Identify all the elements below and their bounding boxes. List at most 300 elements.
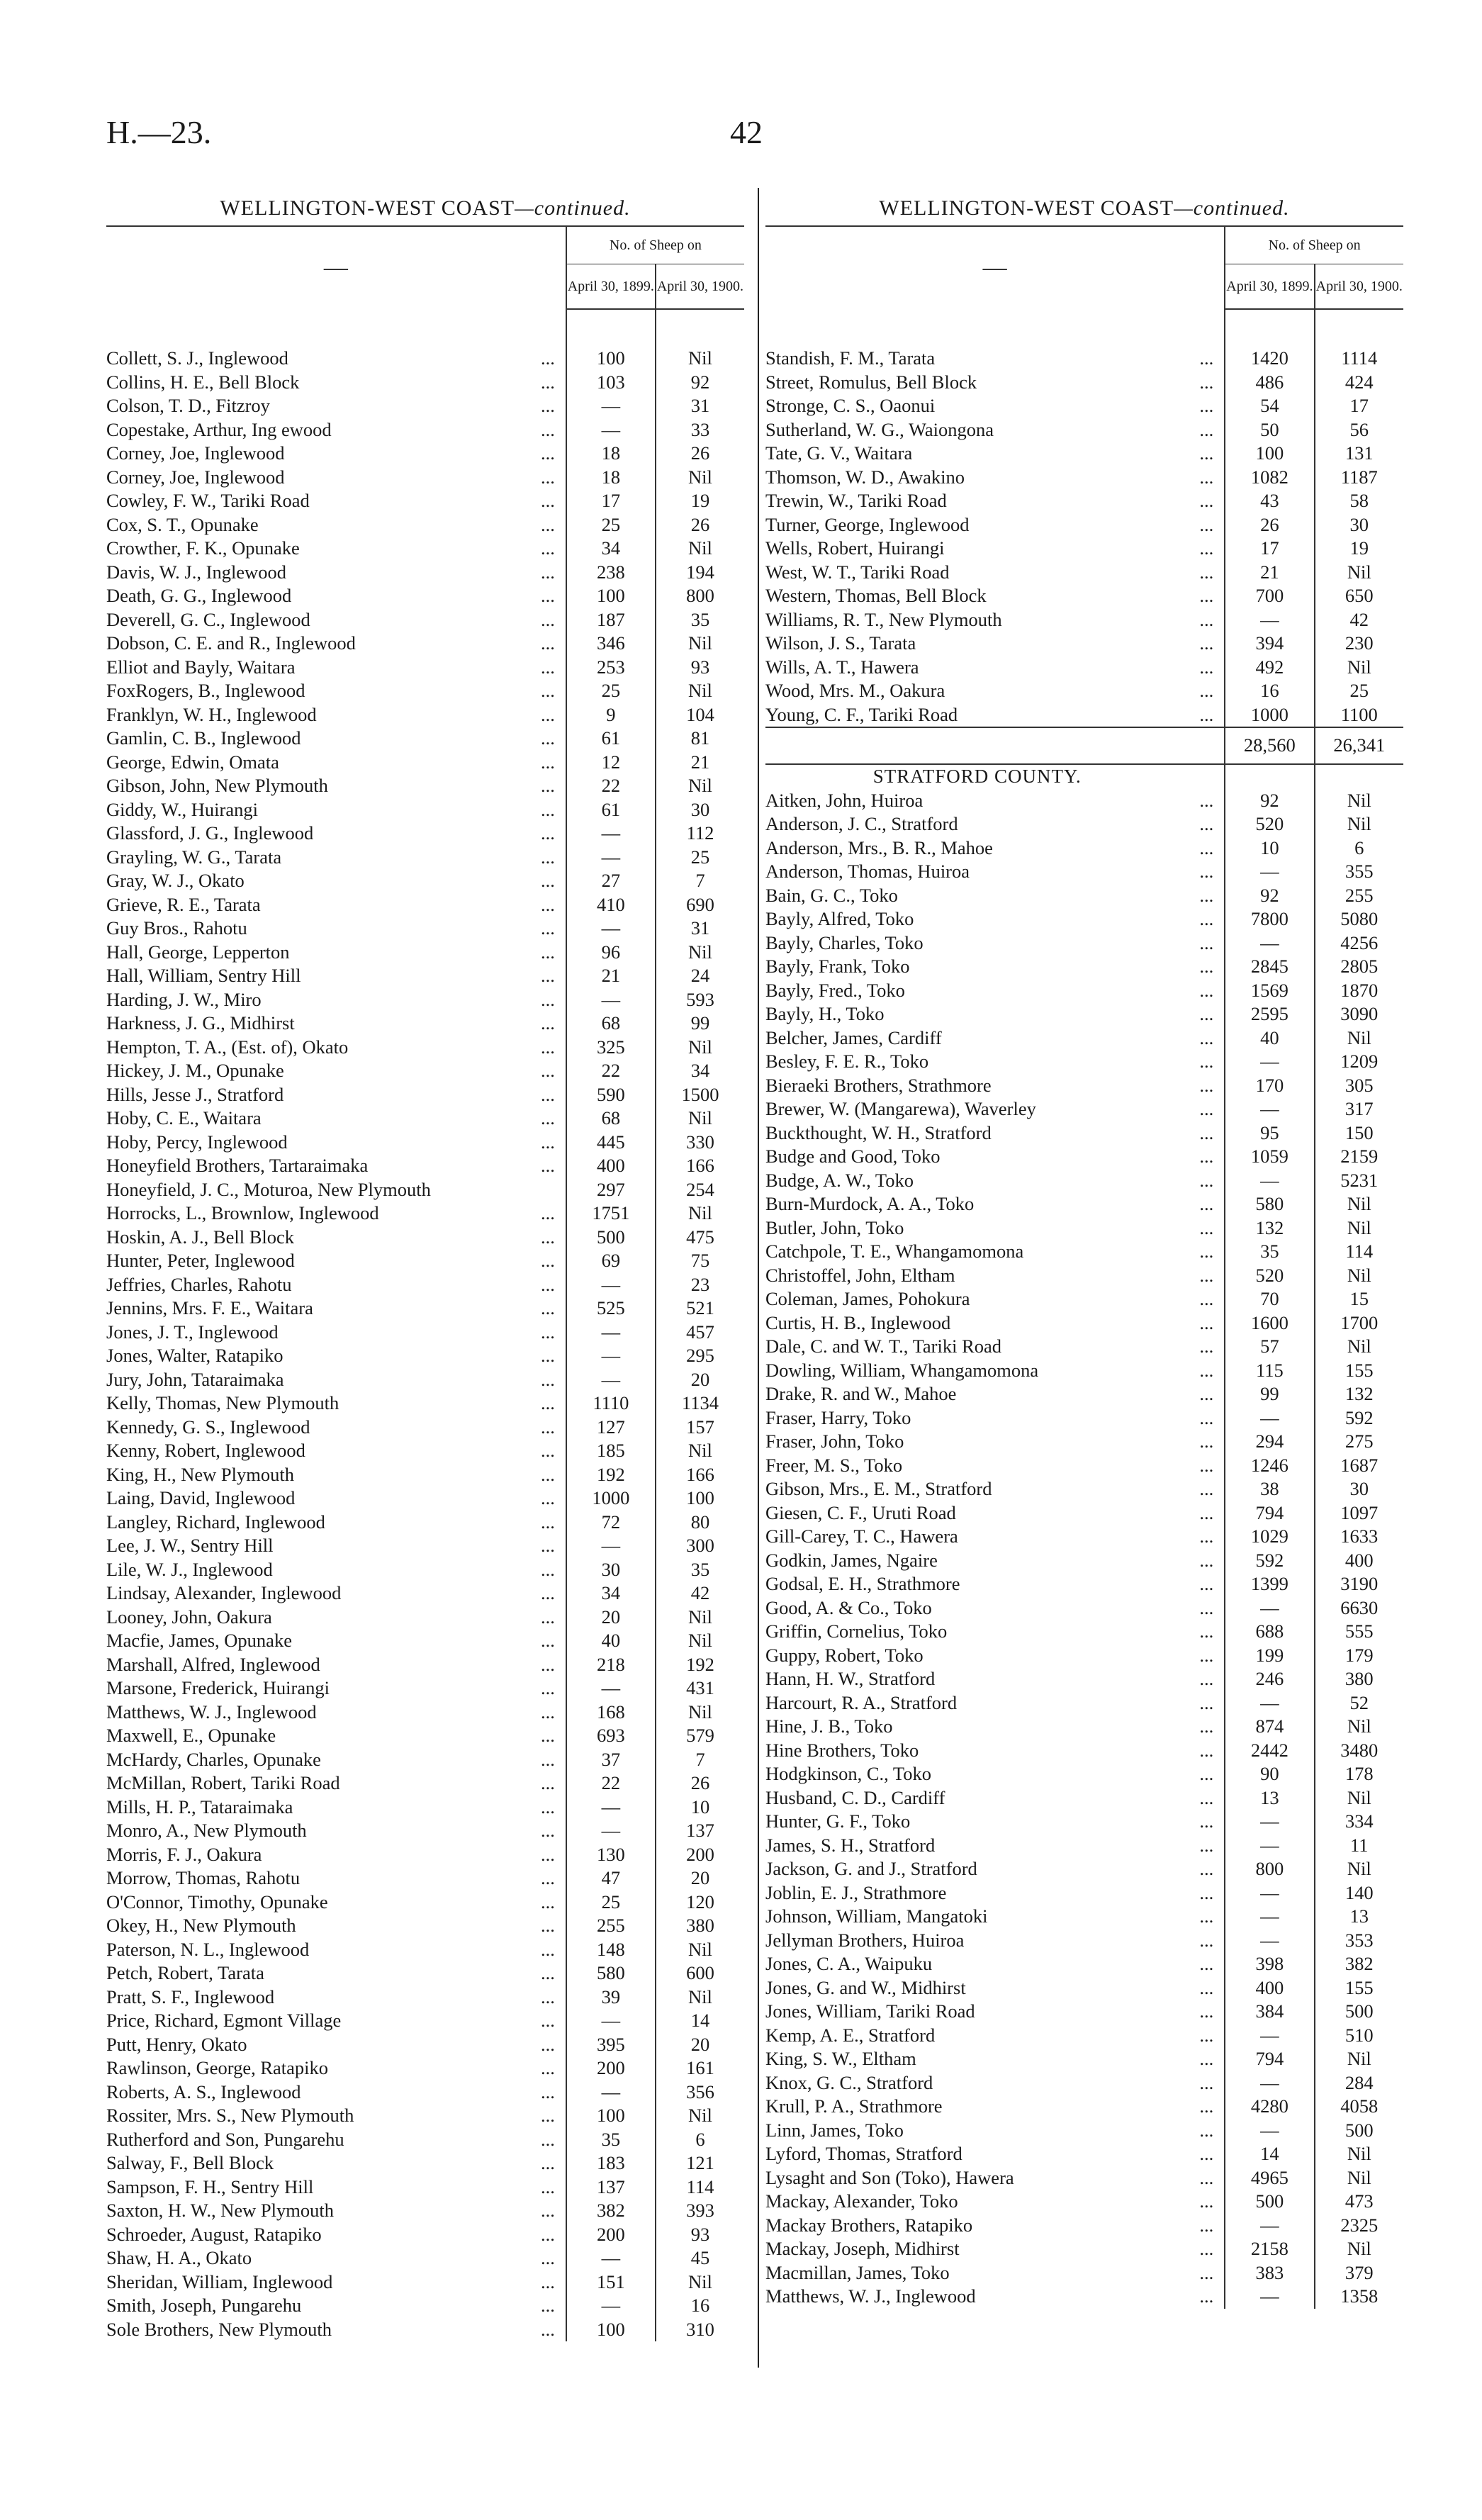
leader-dots: ... — [1199, 1763, 1214, 1784]
entry-name: Okey, H., New Plymouth — [106, 1915, 296, 1936]
sheep-1900: 81 — [656, 727, 744, 751]
leader-dots: ... — [541, 1630, 555, 1651]
table-row — [765, 1810, 1403, 1834]
entry-name: Krull, P. A., Strathmore — [765, 2095, 943, 2117]
leader-dots: ... — [1199, 1644, 1214, 1666]
sheep-1899: 40 — [566, 1629, 656, 1653]
sheep-1899: 17 — [1225, 537, 1314, 561]
entry-name: Bayly, Frank, Toko — [765, 956, 910, 977]
leader-dots: ... — [541, 537, 555, 559]
entry-name: Jones, William, Tariki Road — [765, 2000, 975, 2022]
leader-dots: ... — [1199, 1454, 1214, 1476]
entry-name: Davis, W. J., Inglewood — [106, 561, 286, 583]
table-row — [765, 2071, 1403, 2095]
leader-dots: ... — [541, 893, 555, 915]
sheep-1900: Nil — [1315, 1786, 1403, 1810]
leader-dots: ... — [1199, 2071, 1214, 2093]
leader-dots: ... — [541, 2295, 555, 2316]
sheep-1899: 253 — [566, 656, 656, 680]
entry-name: Franklyn, W. H., Inglewood — [106, 703, 317, 725]
sheep-1899: 26 — [1225, 513, 1314, 537]
sheep-1899: 170 — [1225, 1074, 1314, 1098]
leader-dots: ... — [1199, 371, 1214, 393]
entry-name: Cox, S. T., Opunake — [106, 513, 259, 535]
sheep-1900: 6 — [656, 2128, 744, 2152]
sheep-1899: 27 — [566, 869, 656, 893]
entry-name: Knox, G. C., Stratford — [765, 2071, 933, 2093]
table-row — [106, 1131, 744, 1155]
leader-dots: ... — [1199, 1359, 1214, 1381]
entry-name: Standish, F. M., Tarata — [765, 347, 936, 369]
sheep-1899: 17 — [566, 489, 656, 513]
entry-name: Hills, Jesse J., Stratford — [106, 1083, 284, 1105]
leader-dots: ... — [541, 2033, 555, 2055]
leader-dots: ... — [1199, 656, 1214, 678]
leader-dots: ... — [1199, 1288, 1214, 1309]
leader-dots: ... — [1199, 2238, 1214, 2259]
sheep-1899: 192 — [566, 1463, 656, 1487]
right-table-body — [765, 309, 1403, 2309]
table-row — [765, 1477, 1403, 1501]
entry-name: FoxRogers, B., Inglewood — [106, 680, 305, 701]
entry-name: Sheridan, William, Inglewood — [106, 2270, 333, 2292]
entry-name: Jennins, Mrs. F. E., Waitara — [106, 1297, 313, 1318]
sheep-1899: 100 — [566, 584, 656, 608]
entry-name: Jones, Walter, Ratapiko — [106, 1345, 284, 1366]
entry-name: Langley, Richard, Inglewood — [106, 1511, 325, 1533]
leader-dots: ... — [541, 1915, 555, 1936]
sheep-1900: Nil — [656, 1986, 744, 2010]
sheep-1900: 19 — [656, 489, 744, 513]
table-row — [106, 1012, 744, 1036]
entry-name: Schroeder, August, Ratapiko — [106, 2223, 322, 2245]
entry-name: Grayling, W. G., Tarata — [106, 846, 282, 868]
sheep-1899: 148 — [566, 1938, 656, 1962]
table-row — [765, 1359, 1403, 1383]
left-table-body — [106, 309, 744, 2341]
sheep-1900: 10 — [656, 1796, 744, 1820]
sheep-1899: 500 — [1225, 2190, 1314, 2214]
table-row — [765, 1976, 1403, 2000]
sheep-1899: — — [1225, 1050, 1314, 1074]
spacer-row-label — [765, 309, 1189, 347]
leader-dots: ... — [541, 1226, 555, 1248]
table-row — [765, 812, 1403, 836]
leader-dots: ... — [1199, 884, 1214, 906]
sheep-1899: 61 — [566, 727, 656, 751]
table-row — [106, 1866, 744, 1891]
entry-name: Godkin, James, Ngaire — [765, 1549, 938, 1571]
leader-dots: ... — [1199, 836, 1214, 858]
leader-dots: ... — [1199, 1953, 1214, 1974]
entry-name: Aitken, John, Huiroa — [765, 789, 924, 811]
entry-name: Honeyfield Brothers, Tartaraimaka — [106, 1155, 369, 1176]
sheep-1900: Nil — [1315, 1026, 1403, 1051]
sheep-1899: 492 — [1225, 656, 1314, 680]
leader-dots: ... — [1199, 1216, 1214, 1238]
sheep-1900: 284 — [1315, 2071, 1403, 2095]
table-row — [106, 1986, 744, 2010]
sheep-1900: 555 — [1315, 1620, 1403, 1644]
leader-dots — [530, 309, 566, 347]
table-row — [765, 1667, 1403, 1691]
entry-name: Roberts, A. S., Inglewood — [106, 2081, 301, 2102]
table-row — [106, 2009, 744, 2033]
sheep-1899: — — [566, 2294, 656, 2318]
leader-dots: ... — [1199, 2261, 1214, 2283]
sheep-1899: — — [1225, 1097, 1314, 1121]
sheep-1900: 330 — [656, 1131, 744, 1155]
sheep-1900: 579 — [656, 1724, 744, 1748]
table-row — [765, 1026, 1403, 1051]
entry-name: Looney, John, Oakura — [106, 1606, 272, 1628]
sheep-1899: — — [1225, 1691, 1314, 1715]
leader-dots: ... — [1199, 1074, 1214, 1096]
sheep-1899: — — [566, 1796, 656, 1820]
entry-name: Giesen, C. F., Uruti Road — [765, 1501, 956, 1523]
sheep-1899: 199 — [1225, 1644, 1314, 1668]
sheep-1900: 650 — [1315, 584, 1403, 608]
leader-dots: ... — [541, 1368, 555, 1390]
sheep-1900: 2159 — [1315, 1145, 1403, 1169]
sheep-1900: Nil — [656, 347, 744, 371]
leader-dots: ... — [1199, 680, 1214, 701]
leader-dots: ... — [1199, 813, 1214, 834]
sheep-1900: 275 — [1315, 1430, 1403, 1454]
leader-dots: ... — [1199, 1051, 1214, 1072]
table-row — [765, 608, 1403, 632]
sheep-1900: Nil — [656, 679, 744, 703]
table-row — [106, 489, 744, 513]
leader-dots: ... — [1199, 1976, 1214, 1998]
sheep-1899: 14 — [1225, 2142, 1314, 2166]
leader-dots: ... — [1199, 1193, 1214, 1214]
leader-dots: ... — [541, 1083, 555, 1105]
entry-name: Glassford, J. G., Inglewood — [106, 822, 314, 844]
sheep-1900: 1134 — [656, 1391, 744, 1416]
leader-dots: ... — [1199, 561, 1214, 583]
table-row — [106, 869, 744, 893]
sheep-1900: 15 — [1315, 1287, 1403, 1311]
table-row — [765, 2285, 1403, 2309]
sheep-1899: — — [566, 988, 656, 1012]
table-row — [765, 1834, 1403, 1858]
entry-name: Turner, George, Inglewood — [765, 513, 970, 535]
sheep-1899: — — [566, 394, 656, 418]
sheep-1899: 218 — [566, 1653, 656, 1677]
leader-dots: ... — [1199, 1098, 1214, 1119]
sheep-1900: 99 — [656, 1012, 744, 1036]
leader-dots: ... — [541, 561, 555, 583]
sheep-1899: 22 — [566, 774, 656, 798]
sheep-1900: 121 — [656, 2151, 744, 2175]
entry-name: Hine, J. B., Toko — [765, 1715, 893, 1737]
sheep-1899: 20 — [566, 1606, 656, 1630]
sheep-1900: 92 — [656, 371, 744, 395]
sheep-1899: 183 — [566, 2151, 656, 2175]
table-row — [765, 1121, 1403, 1146]
sheep-1900: 1209 — [1315, 1050, 1403, 1074]
leader-dots: ... — [1199, 1003, 1214, 1024]
sheep-1900: 5231 — [1315, 1169, 1403, 1193]
sheep-1899 — [1225, 764, 1314, 789]
sheep-1899: 54 — [1225, 394, 1314, 418]
sheep-1900: 400 — [1315, 1549, 1403, 1573]
sheep-1899 — [1225, 309, 1314, 347]
sheep-1899: 395 — [566, 2033, 656, 2057]
table-row — [106, 1273, 744, 1297]
sheep-1899: 12 — [566, 751, 656, 775]
sheep-1900: Nil — [1315, 1192, 1403, 1216]
sheep-1900: 500 — [1315, 2000, 1403, 2024]
table-row — [106, 1202, 744, 1226]
sheep-1900: 34 — [656, 1059, 744, 1083]
entry-name: Horrocks, L., Brownlow, Inglewood — [106, 1202, 379, 1223]
leader-dots: ... — [1199, 1715, 1214, 1737]
table-row — [106, 1748, 744, 1772]
leader-dots: ... — [1199, 1478, 1214, 1499]
entry-name: Hoby, Percy, Inglewood — [106, 1131, 288, 1153]
sheep-1900: Nil — [656, 2270, 744, 2295]
entry-name: Morrow, Thomas, Rahotu — [106, 1867, 301, 1888]
leader-dots: ... — [541, 2081, 555, 2102]
table-row — [765, 1192, 1403, 1216]
entry-name: Butler, John, Toko — [765, 1216, 904, 1238]
entry-name: Monro, A., New Plymouth — [106, 1820, 307, 1841]
sheep-1899: 246 — [1225, 1667, 1314, 1691]
entry-name: Harding, J. W., Miro — [106, 988, 262, 1010]
table-row — [106, 1843, 744, 1867]
table-row — [765, 371, 1403, 395]
sheep-1899: 410 — [566, 893, 656, 917]
sheep-1900: 178 — [1315, 1762, 1403, 1786]
leader-dots: ... — [541, 1796, 555, 1818]
table-row — [106, 394, 744, 418]
table-row — [765, 1406, 1403, 1430]
sheep-1900: 473 — [1315, 2190, 1403, 2214]
table-row — [765, 1382, 1403, 1406]
entry-name: Copestake, Arthur, Ing ewood — [106, 418, 332, 440]
table-row — [106, 1961, 744, 1986]
entry-name: Anderson, Mrs., B. R., Mahoe — [765, 836, 993, 858]
sheep-1900: 690 — [656, 893, 744, 917]
entry-name: Bayly, Fred., Toko — [765, 979, 905, 1001]
name-column-header: — — [106, 226, 566, 309]
page-number: 42 — [730, 114, 763, 150]
leader-dots: ... — [1199, 1026, 1214, 1048]
sheep-1900: 19 — [1315, 537, 1403, 561]
sheep-1899: 1000 — [566, 1486, 656, 1511]
leader-dots: ... — [1199, 2285, 1214, 2307]
leader-dots: ... — [1199, 1549, 1214, 1571]
entry-name: Mackay, Alexander, Toko — [765, 2190, 958, 2212]
sheep-1899: 294 — [1225, 1430, 1314, 1454]
sheep-1899: — — [566, 1344, 656, 1368]
entry-name: Collins, H. E., Bell Block — [106, 371, 300, 393]
leader-dots: ... — [1199, 608, 1214, 630]
leader-dots: ... — [541, 395, 555, 416]
entry-name: Dale, C. and W. T., Tariki Road — [765, 1335, 1002, 1357]
table-row — [106, 2246, 744, 2270]
sheep-1900: 1870 — [1315, 979, 1403, 1003]
table-row — [106, 846, 744, 870]
sheep-1900: 5080 — [1315, 907, 1403, 931]
sheep-1899: 1600 — [1225, 1311, 1314, 1335]
sheep-1899: — — [1225, 1834, 1314, 1858]
entry-name: Tate, G. V., Waitara — [765, 442, 913, 464]
entry-name: Rutherford and Son, Pungarehu — [106, 2128, 344, 2150]
sheep-group-header: No. of Sheep on — [1225, 226, 1403, 264]
leader-dots: ... — [541, 2128, 555, 2150]
sheep-1899: 70 — [1225, 1287, 1314, 1311]
leader-dots: ... — [541, 585, 555, 606]
column-divider — [758, 188, 759, 2368]
sheep-1899: 9 — [566, 703, 656, 727]
table-row — [106, 893, 744, 917]
sheep-1900: 1633 — [1315, 1525, 1403, 1549]
entry-name: Shaw, H. A., Okato — [106, 2247, 252, 2268]
sheep-1899: 35 — [1225, 1240, 1314, 1264]
table-row — [765, 2142, 1403, 2166]
table-row — [765, 1715, 1403, 1739]
entry-name: Jones, J. T., Inglewood — [106, 1321, 279, 1343]
sheep-1900: 380 — [656, 1914, 744, 1938]
sheep-1899: 39 — [566, 1986, 656, 2010]
sheep-1900: 24 — [656, 964, 744, 988]
table-row — [765, 955, 1403, 979]
leader-dots: ... — [1199, 1881, 1214, 1903]
table-row — [765, 931, 1403, 956]
sheep-1900: 26 — [656, 1771, 744, 1796]
sheep-1899: 445 — [566, 1131, 656, 1155]
sheep-1899: 2595 — [1225, 1002, 1314, 1026]
entry-name: Price, Richard, Egmont Village — [106, 2010, 342, 2031]
table-row — [106, 1321, 744, 1345]
table-row — [106, 1154, 744, 1178]
entry-name: Matthews, W. J., Inglewood — [765, 2285, 976, 2307]
sheep-1900: Nil — [1315, 1335, 1403, 1359]
sheep-1900: 166 — [656, 1463, 744, 1487]
sheep-1899: 1569 — [1225, 979, 1314, 1003]
table-row — [106, 2175, 744, 2200]
leader-dots: ... — [1199, 1858, 1214, 1879]
sheep-1900: 58 — [1315, 489, 1403, 513]
table-row — [106, 1249, 744, 1273]
right-column — [765, 191, 1403, 2309]
entry-name: Gibson, John, New Plymouth — [106, 775, 328, 796]
sheep-1900: 120 — [656, 1891, 744, 1915]
table-row — [765, 513, 1403, 537]
sheep-1899: — — [566, 1273, 656, 1297]
entry-name: Hann, H. W., Stratford — [765, 1668, 936, 1689]
sheep-1899: — — [566, 418, 656, 442]
table-row — [106, 1938, 744, 1962]
leader-dots: ... — [1199, 1264, 1214, 1286]
sheep-1899: 688 — [1225, 1620, 1314, 1644]
leader-dots: ... — [1199, 979, 1214, 1001]
sheep-1899: 297 — [566, 1178, 656, 1202]
entry-name: Bayly, H., Toko — [765, 1003, 885, 1024]
right-title-continued: —continued. — [1174, 196, 1290, 220]
table-row — [765, 2119, 1403, 2143]
table-row — [765, 584, 1403, 608]
entry-name: Jeffries, Charles, Rahotu — [106, 1273, 292, 1295]
sheep-1900: Nil — [1315, 561, 1403, 585]
sheep-1899: 16 — [1225, 679, 1314, 703]
table-row — [765, 1335, 1403, 1359]
sheep-1900: 393 — [656, 2199, 744, 2223]
sheep-1899: 25 — [566, 1891, 656, 1915]
entry-name: McMillan, Robert, Tariki Road — [106, 1772, 340, 1793]
sheep-1899: — — [1225, 2071, 1314, 2095]
sheep-1900: 161 — [656, 2056, 744, 2081]
entry-name: Christoffel, John, Eltham — [765, 1264, 955, 1286]
sheep-1899: 25 — [566, 513, 656, 537]
sheep-1900: 31 — [656, 917, 744, 941]
leader-dots: ... — [541, 418, 555, 440]
sheep-1900: 255 — [1315, 884, 1403, 908]
leader-dots: ... — [541, 1511, 555, 1533]
sheep-1900: 200 — [656, 1843, 744, 1867]
entry-name: Harcourt, R. A., Stratford — [765, 1691, 958, 1713]
sheep-1899: 103 — [566, 371, 656, 395]
sheep-1900: 42 — [656, 1581, 744, 1606]
table-row — [106, 1819, 744, 1843]
entry-name: Hoby, C. E., Waitara — [106, 1107, 262, 1129]
sheep-1900: 500 — [1315, 2119, 1403, 2143]
sheep-1900: 4256 — [1315, 931, 1403, 956]
leader-dots: ... — [1199, 1311, 1214, 1333]
sheep-1899 — [566, 309, 656, 347]
leader-dots: ... — [1199, 513, 1214, 535]
sheep-1899: 400 — [1225, 1976, 1314, 2000]
sheep-1899: 13 — [1225, 1786, 1314, 1810]
entry-name: Bayly, Charles, Toko — [765, 931, 924, 953]
sheep-1899: 137 — [566, 2175, 656, 2200]
leader-dots: ... — [1199, 2024, 1214, 2046]
leader-dots: ... — [1199, 1620, 1214, 1642]
table-row — [765, 1691, 1403, 1715]
table-row — [106, 1083, 744, 1107]
table-row — [765, 2047, 1403, 2071]
entry-name: Saxton, H. W., New Plymouth — [106, 2200, 334, 2221]
entry-name: Lile, W. J., Inglewood — [106, 1558, 273, 1580]
sheep-1900: 521 — [656, 1297, 744, 1321]
table-row — [765, 1786, 1403, 1810]
sheep-1899: — — [566, 917, 656, 941]
document-code: H.—23. — [106, 114, 212, 150]
sheep-1899: 794 — [1225, 2047, 1314, 2071]
entry-name: Johnson, William, Mangatoki — [765, 1905, 988, 1927]
leader-dots: ... — [1199, 789, 1214, 811]
sheep-1900: 1687 — [1315, 1454, 1403, 1478]
leader-dots: ... — [1199, 1121, 1214, 1143]
table-row — [106, 608, 744, 632]
sheep-1899: — — [1225, 1596, 1314, 1620]
table-row — [106, 1511, 744, 1535]
entry-name: Rawlinson, George, Ratapiko — [106, 2057, 329, 2078]
sheep-1899: 398 — [1225, 1952, 1314, 1976]
table-row — [765, 2095, 1403, 2119]
sheep-1900: 17 — [1315, 394, 1403, 418]
table-row — [106, 1701, 744, 1725]
sheep-1900: Nil — [1315, 1715, 1403, 1739]
table-row — [106, 2056, 744, 2081]
page-header — [106, 113, 1418, 163]
leader-dots — [1189, 309, 1225, 347]
table-row — [765, 489, 1403, 513]
sheep-1899: 1751 — [566, 1202, 656, 1226]
